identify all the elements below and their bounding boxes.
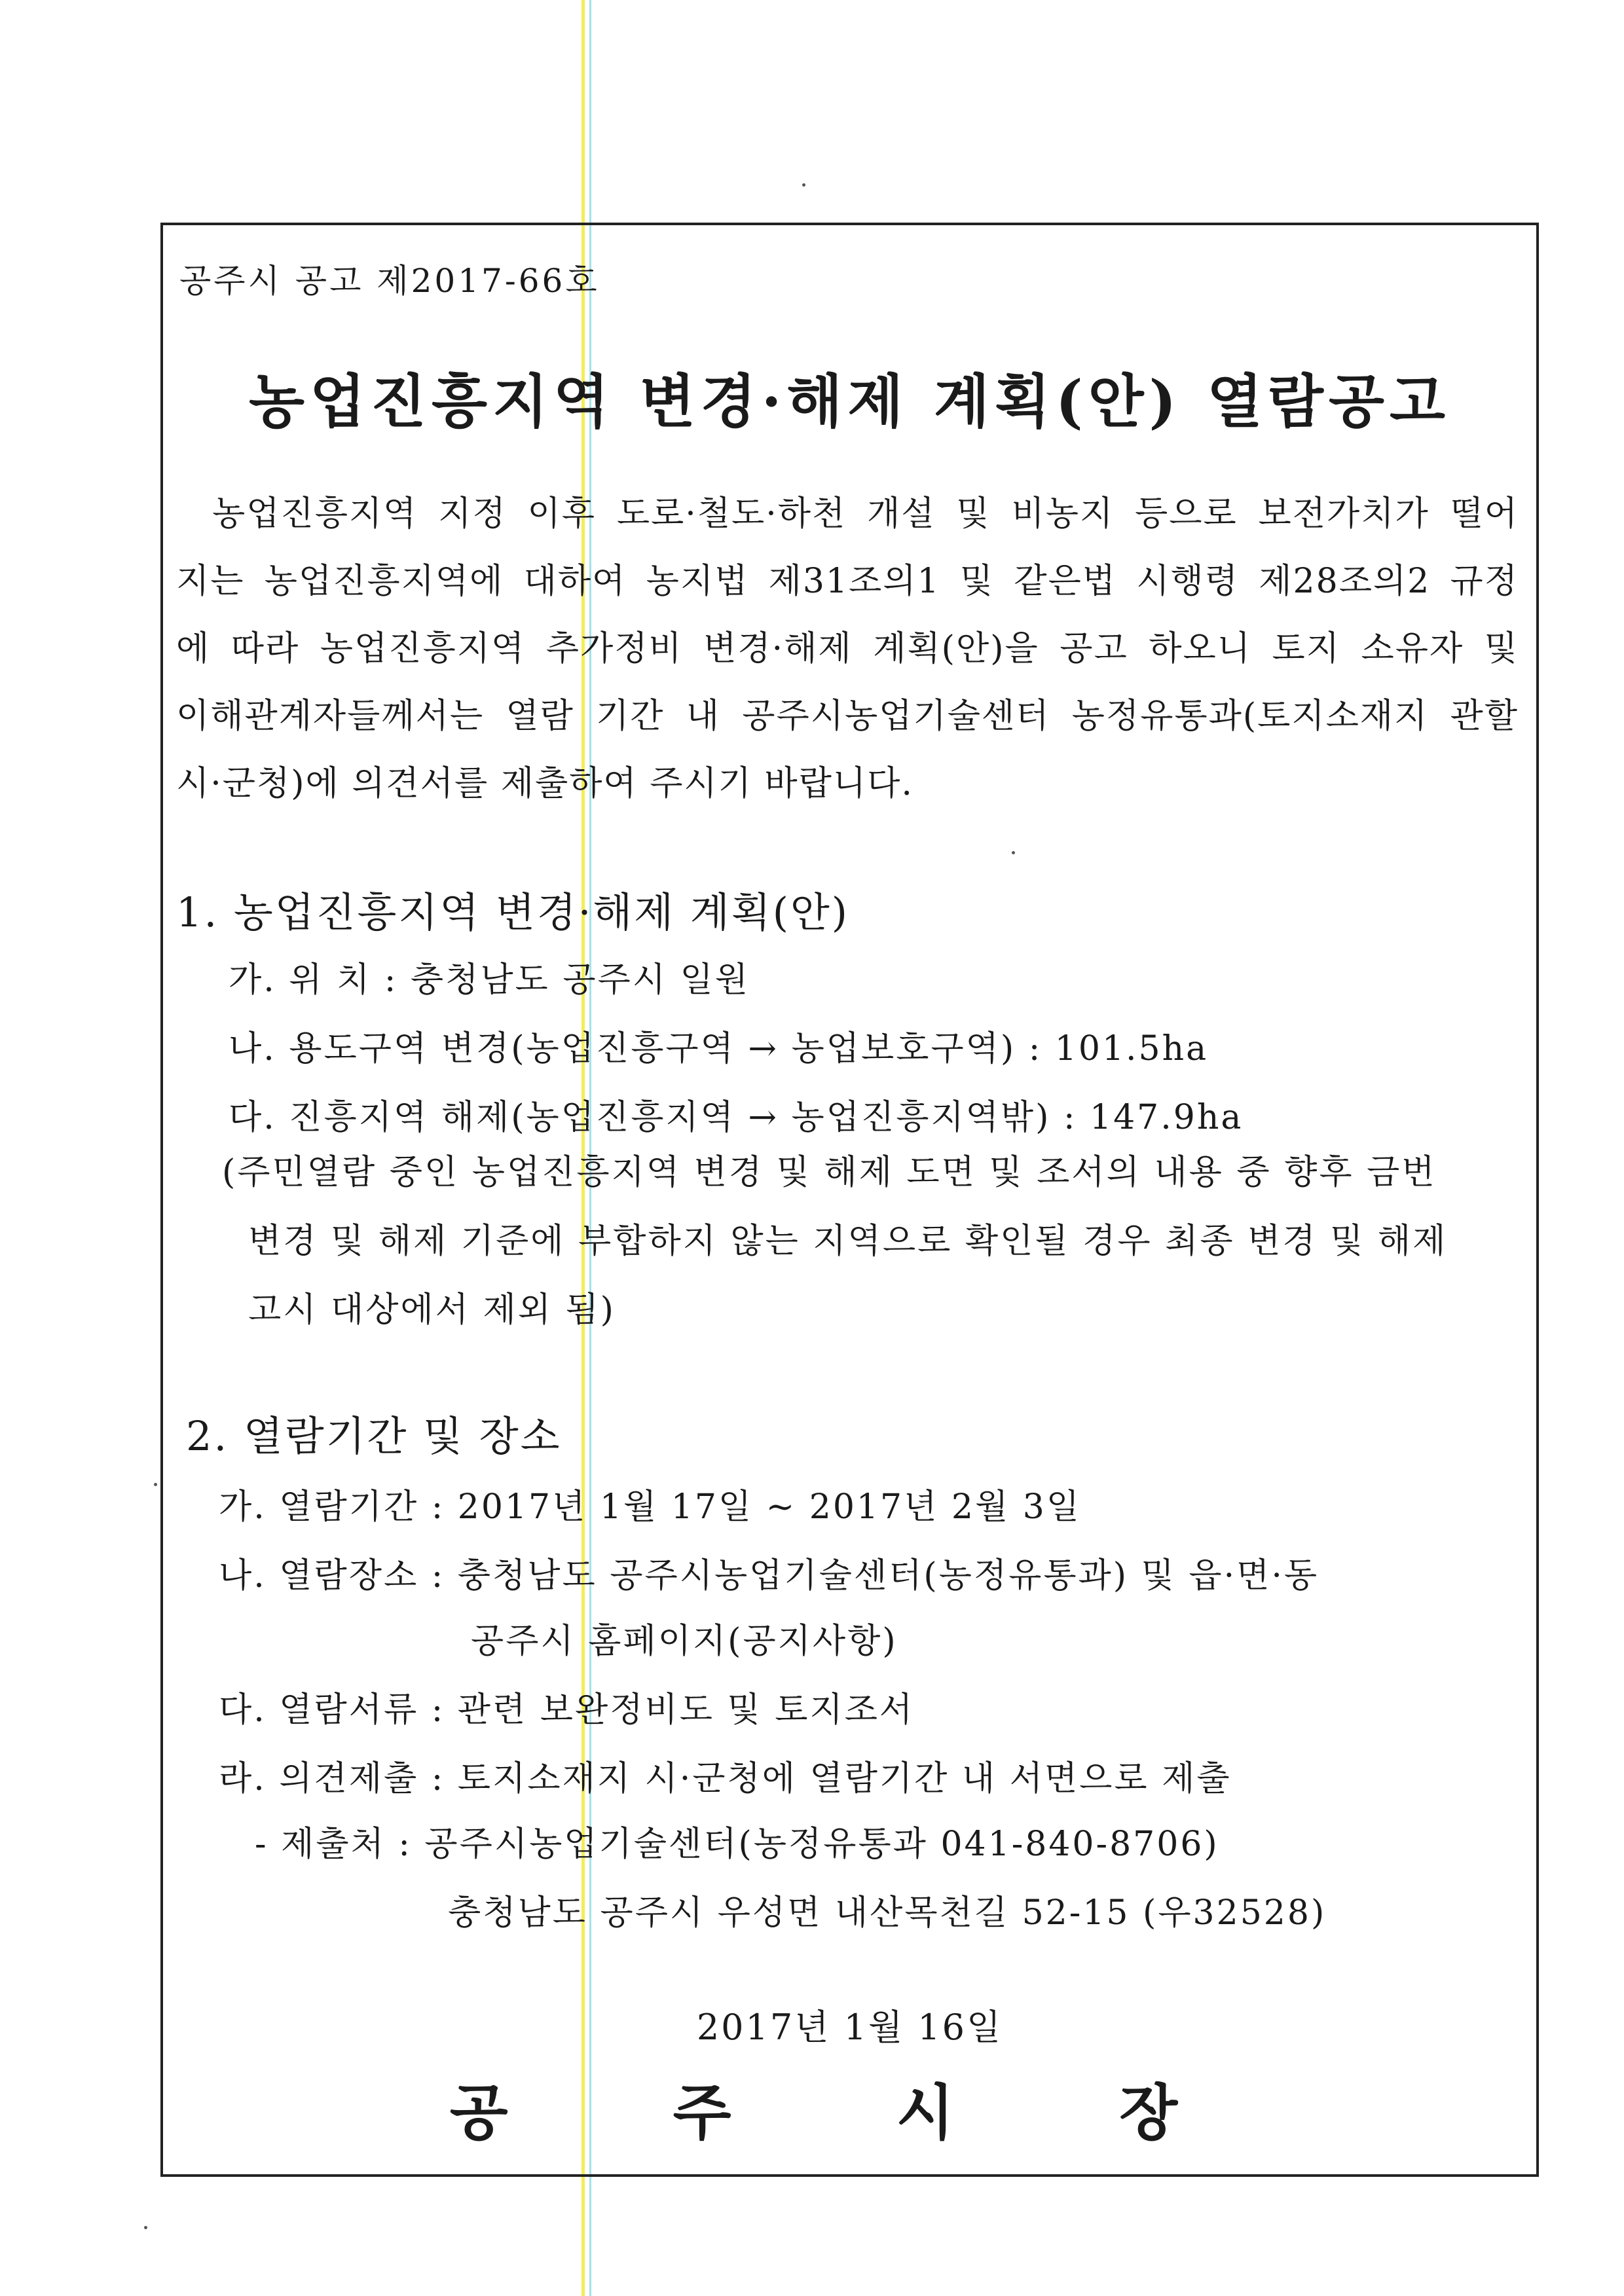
intro-paragraph [176, 481, 1519, 818]
signature-mayor: 공 주 시 장 [449, 2078, 1250, 2148]
section2-item-place-cont: 공주시 홈페이지(공지사항) [471, 1622, 898, 1661]
section1-item-release: 다. 진흥지역 해제(농업진흥지역 → 농업진흥지역밖) : 147.9ha [229, 1098, 1244, 1137]
scan-speck [154, 1483, 157, 1486]
section2-item-documents: 다. 열람서류 : 관련 보완정비도 및 토지조서 [219, 1690, 915, 1730]
section1-note [222, 1139, 1447, 1345]
section2-item-period: 가. 열람기간 : 2017년 1월 17일 ~ 2017년 2월 3일 [219, 1487, 1082, 1527]
section2-heading: 2. 열람기간 및 장소 [186, 1412, 562, 1460]
intro-line: 지는 농업진흥지역에 대하여 농지법 제31조의1 및 같은법 시행령 제28조의2 규정 [176, 562, 1519, 601]
section1-item-location: 가. 위 치 : 충청남도 공주시 일원 [229, 960, 750, 1000]
scan-speck [144, 2226, 147, 2229]
section2-item-opinion: 라. 의견제출 : 토지소재지 시·군청에 열람기간 내 서면으로 제출 [219, 1759, 1232, 1798]
section1-heading: 1. 농업진흥지역 변경·해제 계획(안) [176, 888, 849, 936]
section2-item-address: 충청남도 공주시 우성면 내산목천길 52-15 (우32528) [448, 1893, 1327, 1933]
intro-line: 에 따라 농업진흥지역 추가정비 변경·해제 계획(안)을 공고 하오니 토지 소유자 및 [176, 629, 1519, 668]
notice-title: 농업진흥지역 변경·해제 계획(안) 열람공고 [249, 367, 1450, 435]
intro-line: 시·군청)에 의견서를 제출하여 주시기 바랍니다. [176, 764, 913, 803]
section2-item-place: 나. 열람장소 : 충청남도 공주시농업기술센터(농정유통과) 및 읍·면·동 [219, 1556, 1320, 1595]
note-line: (주민열람 중인 농업진흥지역 변경 및 해제 도면 및 조서의 내용 중 향후 금번 [222, 1153, 1437, 1192]
section2-item-submit-to: - 제출처 : 공주시농업기술센터(농정유통과 041-840-8706) [255, 1825, 1219, 1864]
note-line: 고시 대상에서 제외 됨) [248, 1290, 616, 1330]
intro-line: 이해관계자들께서는 열람 기간 내 공주시농업기술센터 농정유통과(토지소재지 관할 [176, 697, 1519, 736]
notice-date: 2017년 1월 16일 [696, 2007, 1003, 2048]
notice-frame [160, 223, 1539, 2177]
notice-number: 공주시 공고 제2017-66호 [179, 262, 600, 300]
scan-speck [802, 183, 805, 187]
section1-item-zone-change: 나. 용도구역 변경(농업진흥구역 → 농업보호구역) : 101.5ha [229, 1029, 1209, 1068]
note-line: 변경 및 해제 기준에 부합하지 않는 지역으로 확인될 경우 최종 변경 및 해제 [248, 1222, 1448, 1261]
intro-line: 농업진흥지역 지정 이후 도로·철도·하천 개설 및 비농지 등으로 보전가치가 떨어 [212, 494, 1519, 534]
